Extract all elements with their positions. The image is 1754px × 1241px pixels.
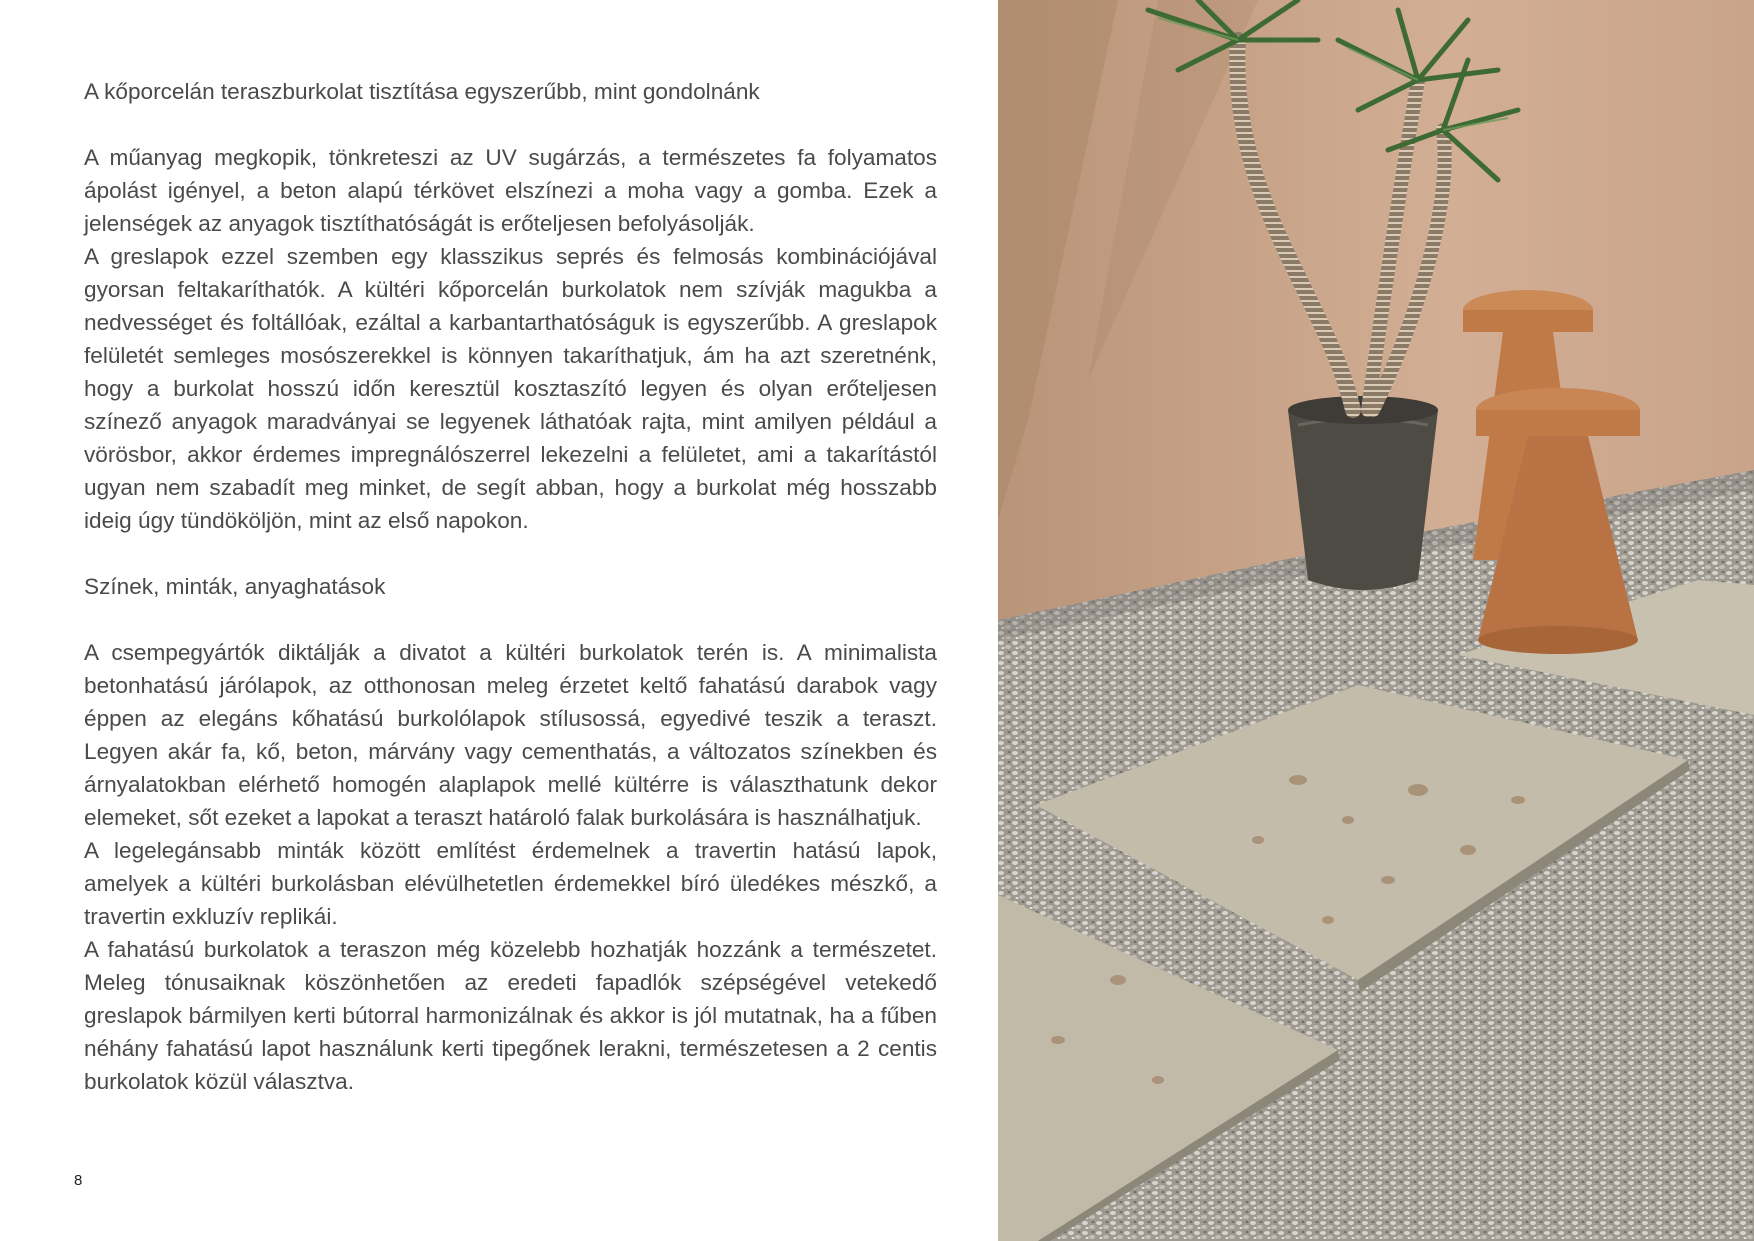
paragraph-materials: A műanyag megkopik, tönkreteszi az UV sugárzás, a természetes fa folyamatos ápolást igényel, a beton alapú térkövet elszínezi a moha vagy a gomba. Ezek a jelenségek az anyagok tisztíthatóságát is erőteljesen befolyásolják. xyxy=(84,145,937,236)
plant-pot xyxy=(1288,403,1438,591)
paragraph-travertine: A legelegánsabb minták között említést érdemelnek a travertin hatású lapok, amelyek a kültéri burkolásban elévülhetetlen érdemekkel bíró üledékes mészkő, a travertin exkluzív replikái. xyxy=(84,838,937,929)
page-number: 8 xyxy=(74,1172,83,1189)
section-heading-colors: Színek, minták, anyaghatások xyxy=(84,574,386,599)
article-text xyxy=(84,75,937,1098)
section-heading-cleaning: A kőporcelán teraszburkolat tisztítása egyszerűbb, mint gondolnánk xyxy=(84,79,760,104)
paragraph-trends: A csempegyártók diktálják a divatot a kültéri burkolatok terén is. A minimalista betonhatású járólapok, az otthonosan meleg érzetet keltő fahatású darabok vagy éppen az elegáns kőhatású burkolólapok stílusossá, egyedivé teszik a teraszt. Legyen akár fa, kő, beton, márvány vagy cementhatás, a változatos színekben és árnyalatokban elérhető homogén alaplapok mellé kültérre is választhatunk dekor elemeket, sőt ezeket a lapokat a teraszt határoló falak burkolására is használhatjuk. xyxy=(84,640,937,830)
paragraph-greslap-cleaning: A greslapok ezzel szemben egy klasszikus seprés és felmosás kombinációjával gyorsan feltakaríthatók. A kültéri kőporcelán burkolatok nem szívják magukba a nedvességet és foltállóak, ezáltal a karbantarthatóságuk is egyszerűbb. A greslapok felületét semleges mosószerekkel is könnyen takaríthatjuk, ám ha azt szeretnénk, hogy a burkolat hosszú időn keresztül kosztaszító legyen és olyan erőteljesen színező anyagok maradványai se legyenek láthatóak rajta, mint amilyen például a vörösbor, akkor érdemes impregnálószerrel lekezelni a felületet, ami a takarítástól ugyan nem szabadít meg minket, de segít abban, hogy a burkolat még hosszabb ideig úgy tündököljön, mint az első napokon. xyxy=(84,244,937,533)
paragraph-wood-effect: A fahatású burkolatok a teraszon még közelebb hozhatják hozzánk a természetet. Meleg tónusaiknak köszönhetően az eredeti fapadlók szépségével vetekedő greslapok bármilyen kerti bútorral harmonizálnak és akkor is jól mutatnak, ha a fűben néhány fahatású lapot használunk kerti tipegőnek lerakni, természetesen a 2 centis burkolatok közül választva. xyxy=(84,937,937,1094)
terrace-photo xyxy=(998,0,1754,1241)
